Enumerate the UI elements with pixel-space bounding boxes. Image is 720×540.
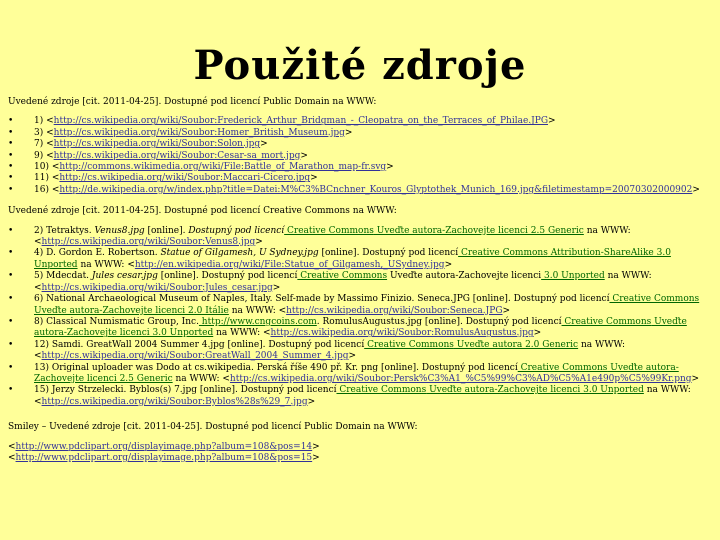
list-item: • 5) Mdecdat. Jules cesar.jpg [online]. Dostupný pod licencí Creative Commons Uveďte autora-Zachovejte licenci 3.0 Unported na WWW: <http://cs.wikipedia.org/wiki/Soubor:Jules_cesar.jpg> (8, 271, 714, 294)
list-item: • 3) <http://cs.wikipedia.org/wiki/Soubor:Homer_British_Museum.jpg> (8, 128, 714, 139)
license-link[interactable]: Attribution-ShareAlike 3.0 Unported (34, 248, 671, 270)
source-link[interactable]: http://cs.wikipedia.org/wiki/Soubor:RomulusAugustus.jpg (270, 328, 534, 339)
license-link[interactable]: Creative Commons (364, 339, 454, 350)
source-link[interactable]: http://cs.wikipedia.org/wiki/Soubor:Persk%C3%A1_%C5%99%C3%AD%C5%A1e490p%C5%99Kr.png (229, 373, 692, 384)
list-item: • 1) <http://cs.wikipedia.org/wiki/Soubor:Frederick_Arthur_Bridgman_-_Cleopatra_on_the_Terraces_of_Philae.JPG> (8, 116, 714, 127)
license-link[interactable]: Creative Commons (297, 271, 388, 282)
source-link[interactable]: http://cs.wikipedia.org/wiki/Soubor:Jules_cesar.jpg (41, 282, 273, 293)
license-link[interactable]: Creative Commons (517, 362, 608, 373)
list-item: • 2) Tetraktys. Venus8.jpg [online]. Dostupný pod licencí Creative Commons Uveďte autora-Zachovejte licenci 2.5 Generic na WWW: <http://cs.wikipedia.org/wiki/Soubor:Venus8.jpg> (8, 226, 714, 249)
section3-links (8, 442, 714, 465)
license-link[interactable]: Creative Commons (336, 385, 427, 396)
cngcoins-link[interactable]: http://www.cngcoins.com (198, 316, 317, 327)
license-link[interactable]: Uveďte autora-Zachovejte licenci 2.0 Itálie (34, 305, 229, 316)
license-link[interactable]: 3.0 Unported (541, 271, 605, 282)
license-link[interactable]: Creative Commons (458, 248, 548, 259)
list-item: • 8) Classical Numismatic Group, Inc. http://www.cngcoins.com. RomulusAugustus.jpg [online]. Dostupný pod licencí Creative Commons Uveďte autora-Zachovejte licenci 3.0 Unported na WWW: <http://cs.wikipedia.org/wiki/Soubor:RomulusAugustus.jpg> (8, 317, 714, 340)
license-link[interactable]: Creative Commons (284, 225, 374, 236)
source-link[interactable]: http://www.pdclipart.org/displayimage.php?album=108&pos=14 (15, 441, 313, 452)
license-link[interactable]: Creative Commons (561, 316, 652, 327)
content-area (8, 97, 714, 464)
list-item: • 4) D. Gordon E. Robertson. Statue of Gilgamesh, U Sydney.jpg [online]. Dostupný pod licencí Creative Commons Attribution-ShareAlike 3.0 Unported na WWW: <http://en.wikipedia.org/wiki/File:Statue_of_Gilgamesh,_USydney.jpg> (8, 248, 714, 271)
section2-list (8, 226, 714, 409)
list-item: • 10) <http://commons.wikimedia.org/wiki/File:Battle_of_Marathon_map-fr.svg> (8, 162, 714, 173)
source-link[interactable]: http://cs.wikipedia.org/wiki/Soubor:Cesar-sa_mort.jpg (53, 150, 301, 161)
source-link[interactable]: http://cs.wikipedia.org/wiki/Soubor:Solon.jpg (53, 139, 261, 150)
section1-list (8, 116, 714, 196)
source-link[interactable]: http://cs.wikipedia.org/wiki/Soubor:Byblos%28s%29_7.jpg (41, 396, 308, 407)
source-link[interactable]: http://commons.wikimedia.org/wiki/File:Battle_of_Marathon_map-fr.svg (59, 162, 387, 173)
list-item: • 16) <http://de.wikipedia.org/w/index.php?title=Datei:M%C3%BCnchner_Kouros_Glyptothek_Munich_169.jpg&filetimestamp=20070302000902> (8, 185, 714, 196)
source-link[interactable]: http://cs.wikipedia.org/wiki/Soubor:GreatWall_2004_Summer_4.jpg (41, 351, 349, 362)
list-item: • 7) <http://cs.wikipedia.org/wiki/Soubor:Solon.jpg> (8, 139, 714, 150)
source-link[interactable]: http://cs.wikipedia.org/wiki/Soubor:Venus8.jpg (41, 237, 256, 248)
license-link[interactable]: Uveďte autora 2.0 Generic (453, 339, 579, 350)
source-link[interactable]: http://www.pdclipart.org/displayimage.php?album=108&pos=15 (15, 452, 313, 463)
link-line: <http://www.pdclipart.org/displayimage.php?album=108&pos=15> (8, 452, 320, 463)
source-link[interactable]: http://cs.wikipedia.org/wiki/Soubor:Homer_British_Museum.jpg (53, 127, 345, 138)
license-link[interactable]: Uveďte autora-Zachovejte licenci 3.0 Unported (426, 385, 644, 396)
page-title: Použité zdroje (193, 42, 527, 89)
source-link[interactable]: http://cs.wikipedia.org/wiki/Soubor:Maccari-Cicero.jpg (59, 173, 311, 184)
link-line: <http://www.pdclipart.org/displayimage.php?album=108&pos=14> (8, 441, 320, 452)
source-link[interactable]: http://cs.wikipedia.org/wiki/Soubor:Seneca.JPG (286, 305, 503, 316)
list-item: • 12) Samdi. GreatWall 2004 Summer 4.jpg [online]. Dostupný pod licencí Creative Commons Uveďte autora 2.0 Generic na WWW: <http://cs.wikipedia.org/wiki/Soubor:GreatWall_2004_Summer_4.jpg> (8, 340, 714, 363)
list-item: • 13) Original uploader was Dodo at cs.wikipedia. Perská říše 490 př. Kr. png [online]. Dostupný pod licencí Creative Commons Uveďte autora-Zachovejte licenci 2.5 Generic na WWW: <http://cs.wikipedia.org/wiki/Soubor:Persk%C3%A1_%C5%99%C3%AD%C5%A1e490p%C5%99Kr.png> (8, 363, 714, 386)
list-item: • 11) <http://cs.wikipedia.org/wiki/Soubor:Maccari-Cicero.jpg> (8, 173, 714, 184)
license-link[interactable]: Uveďte autora-Zachovejte licenci 2.5 Generic (373, 225, 584, 236)
source-link[interactable]: http://en.wikipedia.org/wiki/File:Statue_of_Gilgamesh,_USydney.jpg (134, 259, 445, 270)
list-item: • 6) National Archaeological Museum of Naples, Italy. Self-made by Massimo Finizio. Seneca.JPG [online]. Dostupný pod licencí Creative Commons Uveďte autora-Zachovejte licenci 2.0 Itálie na WWW: <http://cs.wikipedia.org/wiki/Soubor:Seneca.JPG> (8, 294, 714, 317)
section2-intro: Uvedené zdroje [cit. 2011-04-25]. Dostupné pod licencí Creative Commons na WWW: (8, 206, 397, 217)
list-item: • 15) Jerzy Strzelecki. Byblos(s) 7.jpg [online]. Dostupný pod licencí Creative Commons Uveďte autora-Zachovejte licenci 3.0 Unported na WWW: <http://cs.wikipedia.org/wiki/Soubor:Byblos%28s%29_7.jpg> (8, 385, 714, 408)
source-link[interactable]: http://cs.wikipedia.org/wiki/Soubor:Frederick_Arthur_Bridgman_-_Cleopatra_on_the_Terraces_of_Philae.JPG (53, 116, 549, 127)
list-item: • 9) <http://cs.wikipedia.org/wiki/Soubor:Cesar-sa_mort.jpg> (8, 151, 714, 162)
section3-intro: Smiley – Uvedené zdroje [cit. 2011-04-25]. Dostupné pod licencí Public Domain na WWW: (8, 422, 418, 433)
license-link[interactable]: Uveďte autora-Zachovejte licenci 3.0 Unported (34, 316, 687, 339)
license-link[interactable]: Uveďte autora-Zachovejte licenci 2.5 Generic (34, 362, 679, 384)
source-link[interactable]: http://de.wikipedia.org/w/index.php?title=Datei:M%C3%BCnchner_Kouros_Glyptothek_Munich_169.jpg&filetimestamp=20070302000902 (59, 184, 693, 195)
section1-intro: Uvedené zdroje [cit. 2011-04-25]. Dostupné pod licencí Public Domain na WWW: (8, 97, 377, 107)
license-link[interactable]: Creative Commons (609, 294, 700, 305)
